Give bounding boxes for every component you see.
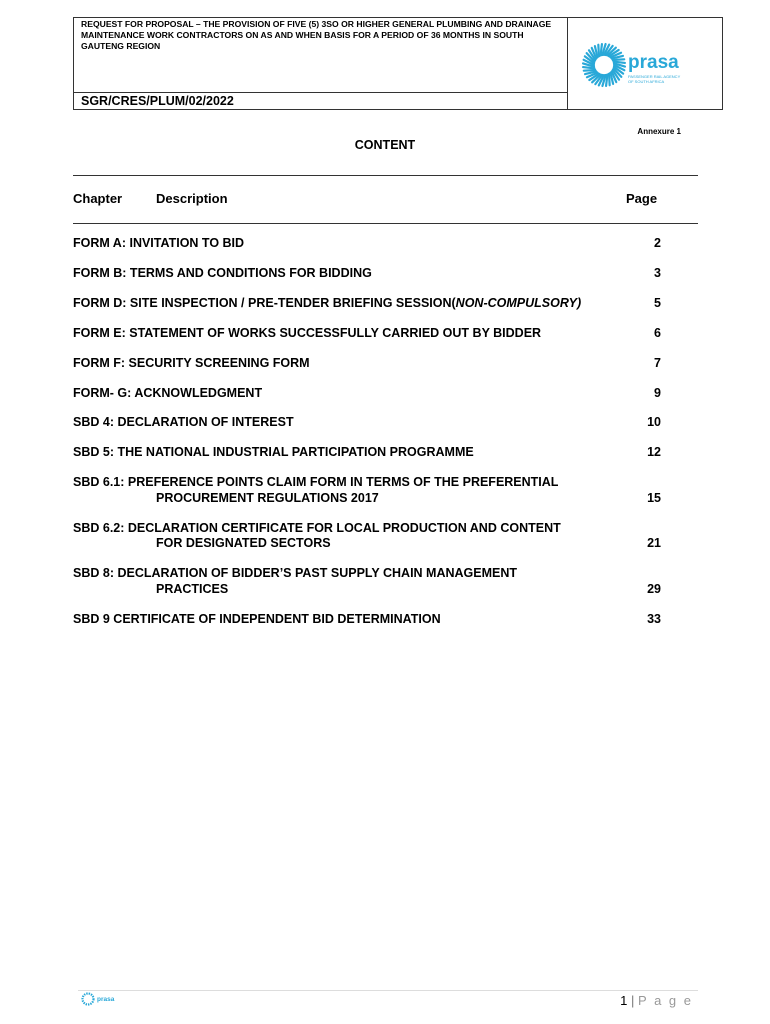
toc-entry-page: 3 [654, 266, 661, 280]
column-chapter: Chapter [73, 191, 123, 206]
toc-entry [73, 566, 663, 597]
column-page: Page [626, 191, 658, 206]
logo-wordmark: prasa [628, 52, 679, 73]
toc-entry-page: 12 [647, 445, 661, 459]
logo-ray [613, 59, 625, 60]
toc-entry-line: SBD 6.1: PREFERENCE POINTS CLAIM FORM IN TERMS OF THE PREFERENTIAL [73, 475, 559, 489]
logo-ray [584, 70, 596, 71]
toc-entry [73, 356, 663, 372]
prasa-sun-icon [583, 44, 625, 86]
logo-ray [609, 74, 610, 86]
document-header [73, 17, 723, 110]
toc-entry-line: SBD 5: THE NATIONAL INDUSTRIAL PARTICIPATION PROGRAMME [73, 445, 474, 459]
toc-entry-line: FORM A: INVITATION TO BID [73, 236, 245, 250]
toc-entry-line: FORM D: SITE INSPECTION / PRE-TENDER BRIEFING SESSION( [73, 296, 456, 310]
toc-entry-page: 9 [654, 386, 661, 400]
toc-entry-page: 15 [647, 490, 661, 505]
page-number-value: 1 [620, 993, 628, 1008]
toc-entry-line: SBD 8: DECLARATION OF BIDDER’S PAST SUPPLY CHAIN MANAGEMENT [73, 566, 518, 580]
toc-entry-page: 33 [647, 611, 661, 626]
toc-entry [73, 236, 663, 252]
toc-entry-title [73, 236, 638, 252]
toc-entry-line: SBD 9 CERTIFICATE OF INDEPENDENT BID DETERMINATION [73, 611, 441, 626]
toc-entry-line: FORM- G: ACKNOWLEDGMENT [73, 386, 263, 400]
toc-entry-line: SBD 6.2: DECLARATION CERTIFICATE FOR LOCAL PRODUCTION AND CONTENT [73, 520, 561, 535]
toc-entry [73, 521, 663, 552]
toc-entry-title [73, 445, 638, 461]
toc-entry-page: 6 [654, 326, 661, 340]
annexure-label: Annexure 1 [637, 127, 681, 136]
toc-entry-page: 5 [654, 296, 661, 310]
footer-rule [78, 990, 698, 991]
toc-entry-title [73, 266, 638, 282]
toc-entry [73, 612, 663, 628]
toc-entry-title [73, 326, 638, 342]
toc-entry-page: 2 [654, 236, 661, 250]
reference-row [74, 92, 567, 109]
toc-entry-line: FORM F: SECURITY SCREENING FORM [73, 356, 310, 370]
logo-tagline-1: PASSENGER RAIL AGENCY [628, 74, 681, 79]
toc-entry-title [73, 386, 638, 402]
table-of-contents [73, 236, 663, 627]
toc-entry [73, 266, 663, 282]
toc-entry [73, 415, 663, 431]
footer-prasa-logo [80, 991, 122, 1007]
toc-entry-line: FORM E: STATEMENT OF WORKS SUCCESSFULLY CARRIED OUT BY BIDDER [73, 326, 542, 340]
toc-entry-line-continued: FOR DESIGNATED SECTORS [156, 536, 331, 550]
toc-entry-title [73, 415, 638, 431]
reference-number: SGR/CRES/PLUM/02/2022 [81, 94, 234, 108]
toc-entry-title [73, 566, 638, 597]
toc-entry-line: FORM B: TERMS AND CONDITIONS FOR BIDDING [73, 266, 372, 280]
toc-entry [73, 296, 663, 312]
toc-entry-page: 21 [647, 536, 661, 550]
prasa-logo [579, 40, 699, 90]
toc-entry-emphasis: NON-COMPULSORY) [455, 296, 582, 310]
toc-entry [73, 326, 663, 342]
toc-entry-line-continued: PRACTICES [156, 581, 229, 596]
toc-entry [73, 445, 663, 461]
toc-entry-line: SBD 4: DECLARATION OF INTEREST [73, 415, 294, 429]
toc-entry-title [73, 296, 638, 312]
toc-entry-line-continued: PROCUREMENT REGULATIONS 2017 [156, 490, 379, 505]
page-number [620, 993, 693, 1008]
toc-entry-title [73, 521, 638, 552]
page-number-separator: | [631, 993, 635, 1008]
content-heading: CONTENT [354, 138, 416, 152]
table-top-rule [73, 175, 698, 176]
toc-entry-page: 10 [647, 415, 661, 429]
header-title-cell [74, 18, 568, 109]
rfp-title: REQUEST FOR PROPOSAL – THE PROVISION OF FIVE (5) 3SO OR HIGHER GENERAL PLUMBING AND DRAINAGE MAINTENANCE WORK CONTRACTORS ON AS AND WHEN BASIS FOR A PERIOD OF 36 MONTHS IN SOUTH GAUTENG REGION [81, 19, 552, 51]
toc-entry-title [73, 612, 638, 628]
toc-entry-title [73, 475, 638, 506]
toc-entry-page: 29 [647, 581, 661, 596]
toc-entry-page: 7 [654, 356, 661, 370]
table-header-rule [73, 223, 698, 224]
page-word: P a g e [638, 993, 693, 1008]
logo-tagline-2: OF SOUTH AFRICA [628, 79, 665, 84]
toc-entry [73, 386, 663, 402]
logo-ray [598, 45, 599, 57]
toc-entry-title [73, 356, 638, 372]
footer-logo-wordmark: prasa [97, 996, 115, 1003]
column-description: Description [156, 191, 228, 206]
footer-sun-icon [83, 994, 94, 1005]
toc-entry [73, 475, 663, 506]
